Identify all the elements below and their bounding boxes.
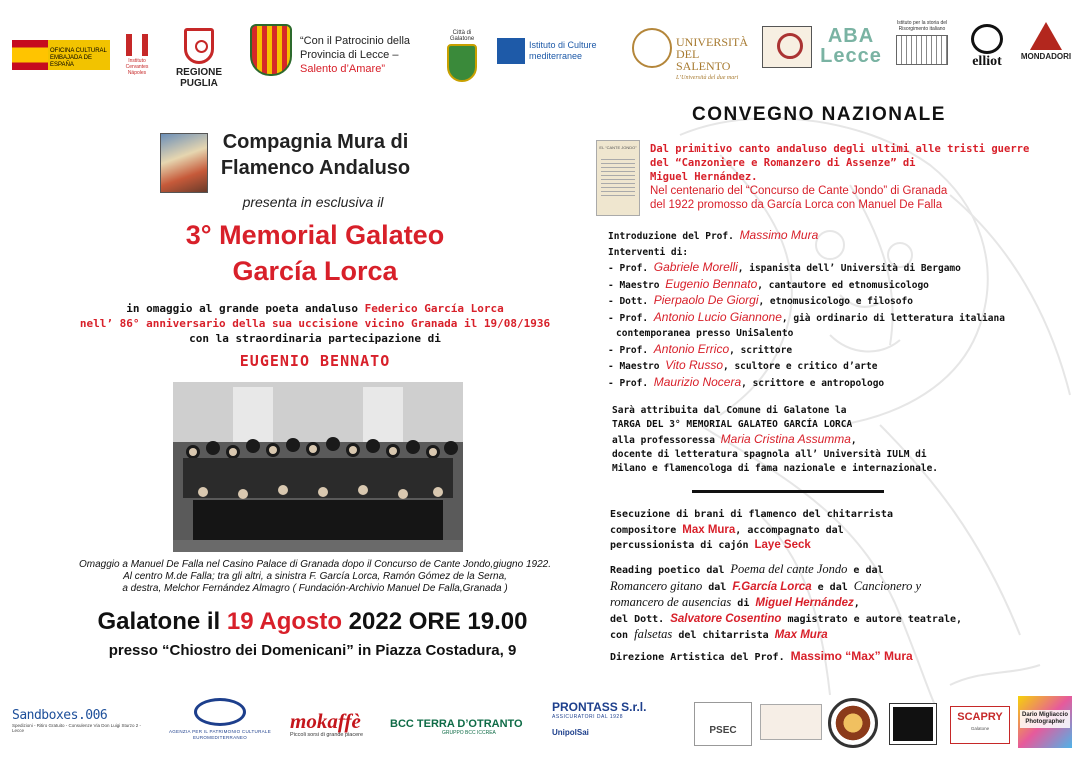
intro-line: Introduzione del Prof. Massimo Mura xyxy=(608,228,819,242)
performance-text: Esecuzione di brani di flamenco del chitarrista compositore Max Mura, accompagnato dal percussionista di cajón Laye Seck xyxy=(610,509,893,551)
istituto-culture-logo: Istituto di Culture mediterranee xyxy=(497,38,627,66)
imed-icon xyxy=(497,38,525,64)
list-item: - Prof. Maurizio Nocera, scrittore e antropologo xyxy=(608,374,885,389)
citta-galatone-logo: Città di Galatone xyxy=(440,30,484,82)
sponsor-header xyxy=(0,0,1080,100)
spain-flag-icon xyxy=(12,40,48,70)
puglia-shield-icon xyxy=(184,28,214,64)
galatone-crest-icon xyxy=(447,44,477,82)
historic-group-photo xyxy=(173,382,463,552)
list-item: - Dott. Pierpaolo De Giorgi, etnomusicologo e filosofo xyxy=(608,293,913,307)
list-item-continuation: contemporanea presso UniSalento xyxy=(616,328,794,339)
bcc-logo: BCC TERRA D’OTRANTO GRUPPO BCC ICCREA xyxy=(390,718,523,736)
prontass-logo: PRONTASS S.r.l. ASSICURATORI DAL 1928 UnipolSai xyxy=(552,700,647,737)
section-divider xyxy=(692,490,884,493)
universita-seal-icon xyxy=(632,28,672,68)
cervantes-icon xyxy=(126,34,148,56)
convegno-heading: CONVEGNO NAZIONALE xyxy=(692,104,946,125)
flamenco-painting-image xyxy=(160,133,208,193)
list-item: - Prof. Antonio Errico, scrittore xyxy=(608,341,793,356)
circular-sponsor-logo xyxy=(828,698,878,748)
istituto-risorgimento-logo: Istituto per la storia del Risorgimento italiano xyxy=(888,20,956,68)
event-venue: presso “Chiostro dei Domenicani” in Piazza Costadura, 9 xyxy=(108,642,517,659)
dark-sponsor-logo xyxy=(890,704,936,744)
sponsor-footer xyxy=(0,690,1080,755)
agenzia-logo: AGENZIA PER IL PATRIMONIO CULTURALE EUROMEDITERRANEO xyxy=(156,698,284,740)
book-text-lines xyxy=(601,156,635,196)
cervantes-logo: Instituto Cervantes Nápoles xyxy=(120,34,154,76)
list-item: - Prof. Gabriele Morelli, ispanista dell’ Università di Bergamo xyxy=(608,260,961,274)
provincia-patronage-text: “Con il Patrocinio della Provincia di Lecce – Salento d’Amare” xyxy=(300,35,411,75)
agenzia-ring-icon xyxy=(194,698,246,726)
event-date: Galatone il 19 Agosto 2022 ORE 19.00 xyxy=(97,608,528,635)
list-item: - Maestro Vito Russo, scultore e critico d’arte xyxy=(608,358,878,372)
sponsor-box-logo xyxy=(762,26,812,68)
presenta-text: presenta in esclusiva il xyxy=(242,194,384,210)
mondadori-icon xyxy=(1030,22,1062,50)
artistic-direction: Direzione Artistica del Prof. Massimo “Max” Mura xyxy=(610,649,913,663)
convegno-abstract: Dal primitivo canto andaluso degli ultimi alle tristi guerre del “Canzoniere e Romanzero di Assenze” di Miguel Hernández. Nel centenario del “Concurso de Cante Jondo” di Granada del 1922 promosso da García Lorca con Manuel De Falla xyxy=(650,143,1030,211)
memorial-name: García Lorca xyxy=(232,256,398,286)
guest-name: EUGENIO BENNATO xyxy=(239,352,391,370)
building-icon xyxy=(896,35,948,65)
scapry-logo: SCAPRY Galatone xyxy=(950,706,1010,744)
universita-salento-logo: UNIVERSITÀ DEL SALENTO L’Università del due mari xyxy=(676,35,748,81)
speakers-list: Introduzione del Prof. Massimo Mura Interventi di: - Prof. Gabriele Morelli, ispanista dell’ Università di Bergamo - Maestro Eugenio Bennato, cantautore ed etnomusicologo - Dott. Pierpaolo De Giorgi, etnomusicologo e filosofo - Prof. Antonio Lucio Giannone, già ordinario di letteratura italiana contemporanea presso UniSalento - Prof. Antonio Errico, scrittore - Maestro Vito Russo, scultore e critico d’arte - Prof. Maurizio Nocera, scrittore e antropologo xyxy=(608,228,1068,391)
list-item: - Prof. Antonio Lucio Giannone, già ordinario di letteratura italiana xyxy=(608,309,1005,324)
spain-office-logo: OFICINA CULTURAL EMBAJADA DE ESPAÑA xyxy=(48,40,110,70)
book-cover-image: EL “CANTE JONDO” xyxy=(596,140,640,216)
mondadori-logo: MONDADORI xyxy=(1016,22,1076,61)
photo-caption: Omaggio a Manuel De Falla nel Casino Palace di Granada dopo il Concurso de Cante Jondo,giugno 1922. Al centro M.de Falla; tra gli altri, a sinistra F. García Lorca, Ramón Gómez de la Serna, a destra, Melchor Fernández Almagro ( Fundación-Archivio Manuel De Falla,Granada ) xyxy=(79,559,551,594)
sandboxes-logo: Sandboxes.006 Spedizioni - Ritiro Gratuito - Consulenze Via Don Luigi Sturzo 2 - Lecce xyxy=(12,708,141,733)
memorial-title: 3° Memorial Galateo xyxy=(185,220,445,250)
aba-lecce-logo: ABA Lecce xyxy=(820,25,882,67)
sponsor-logo-terra xyxy=(760,704,822,740)
award-announcement: Sarà attribuita dal Comune di Galatone la TARGA DEL 3° MEMORIAL GALATEO GARCÍA LORCA alla professoressa Maria Cristina Assumma, docente di letteratura spagnola all’ Università IULM di Milano e flamencologa di fama nazionale e internazionale. xyxy=(612,405,939,474)
provincia-lecce-crest-icon xyxy=(250,24,292,76)
regione-puglia-logo: REGIONE PUGLIA xyxy=(158,28,240,89)
tribute-text: in omaggio al grande poeta andaluso Federico García Lorca nell’ 86° anniversario della sua uccisione vicino Granada il 19/08/1936 con la straordinaria partecipazione di xyxy=(79,302,551,345)
elliot-logo: elliot xyxy=(963,24,1011,70)
dario-migliaccio-logo: Dario Migliaccio Photographer xyxy=(1018,696,1072,748)
list-item: - Maestro Eugenio Bennato, cantautore ed etnomusicologo xyxy=(608,276,929,291)
company-name: Compagnia Mura di Flamenco Andaluso xyxy=(220,131,411,179)
psec-logo: PSEC xyxy=(694,702,752,746)
cyclist-icon xyxy=(971,24,1003,54)
mokaffe-logo: mokaffè Piccoli sorsi di grande piacere xyxy=(290,709,364,738)
reading-text: Reading poetico dal Poema del cante Jondo e dal Romancero gitano dal F.García Lorca e dal Cancionero y romancero de ausencias di Miguel Hernández, del Dott. Salvatore Cosentino magistrato e autore teatrale, con falsetas del chitarrista Max Mura xyxy=(610,562,963,641)
